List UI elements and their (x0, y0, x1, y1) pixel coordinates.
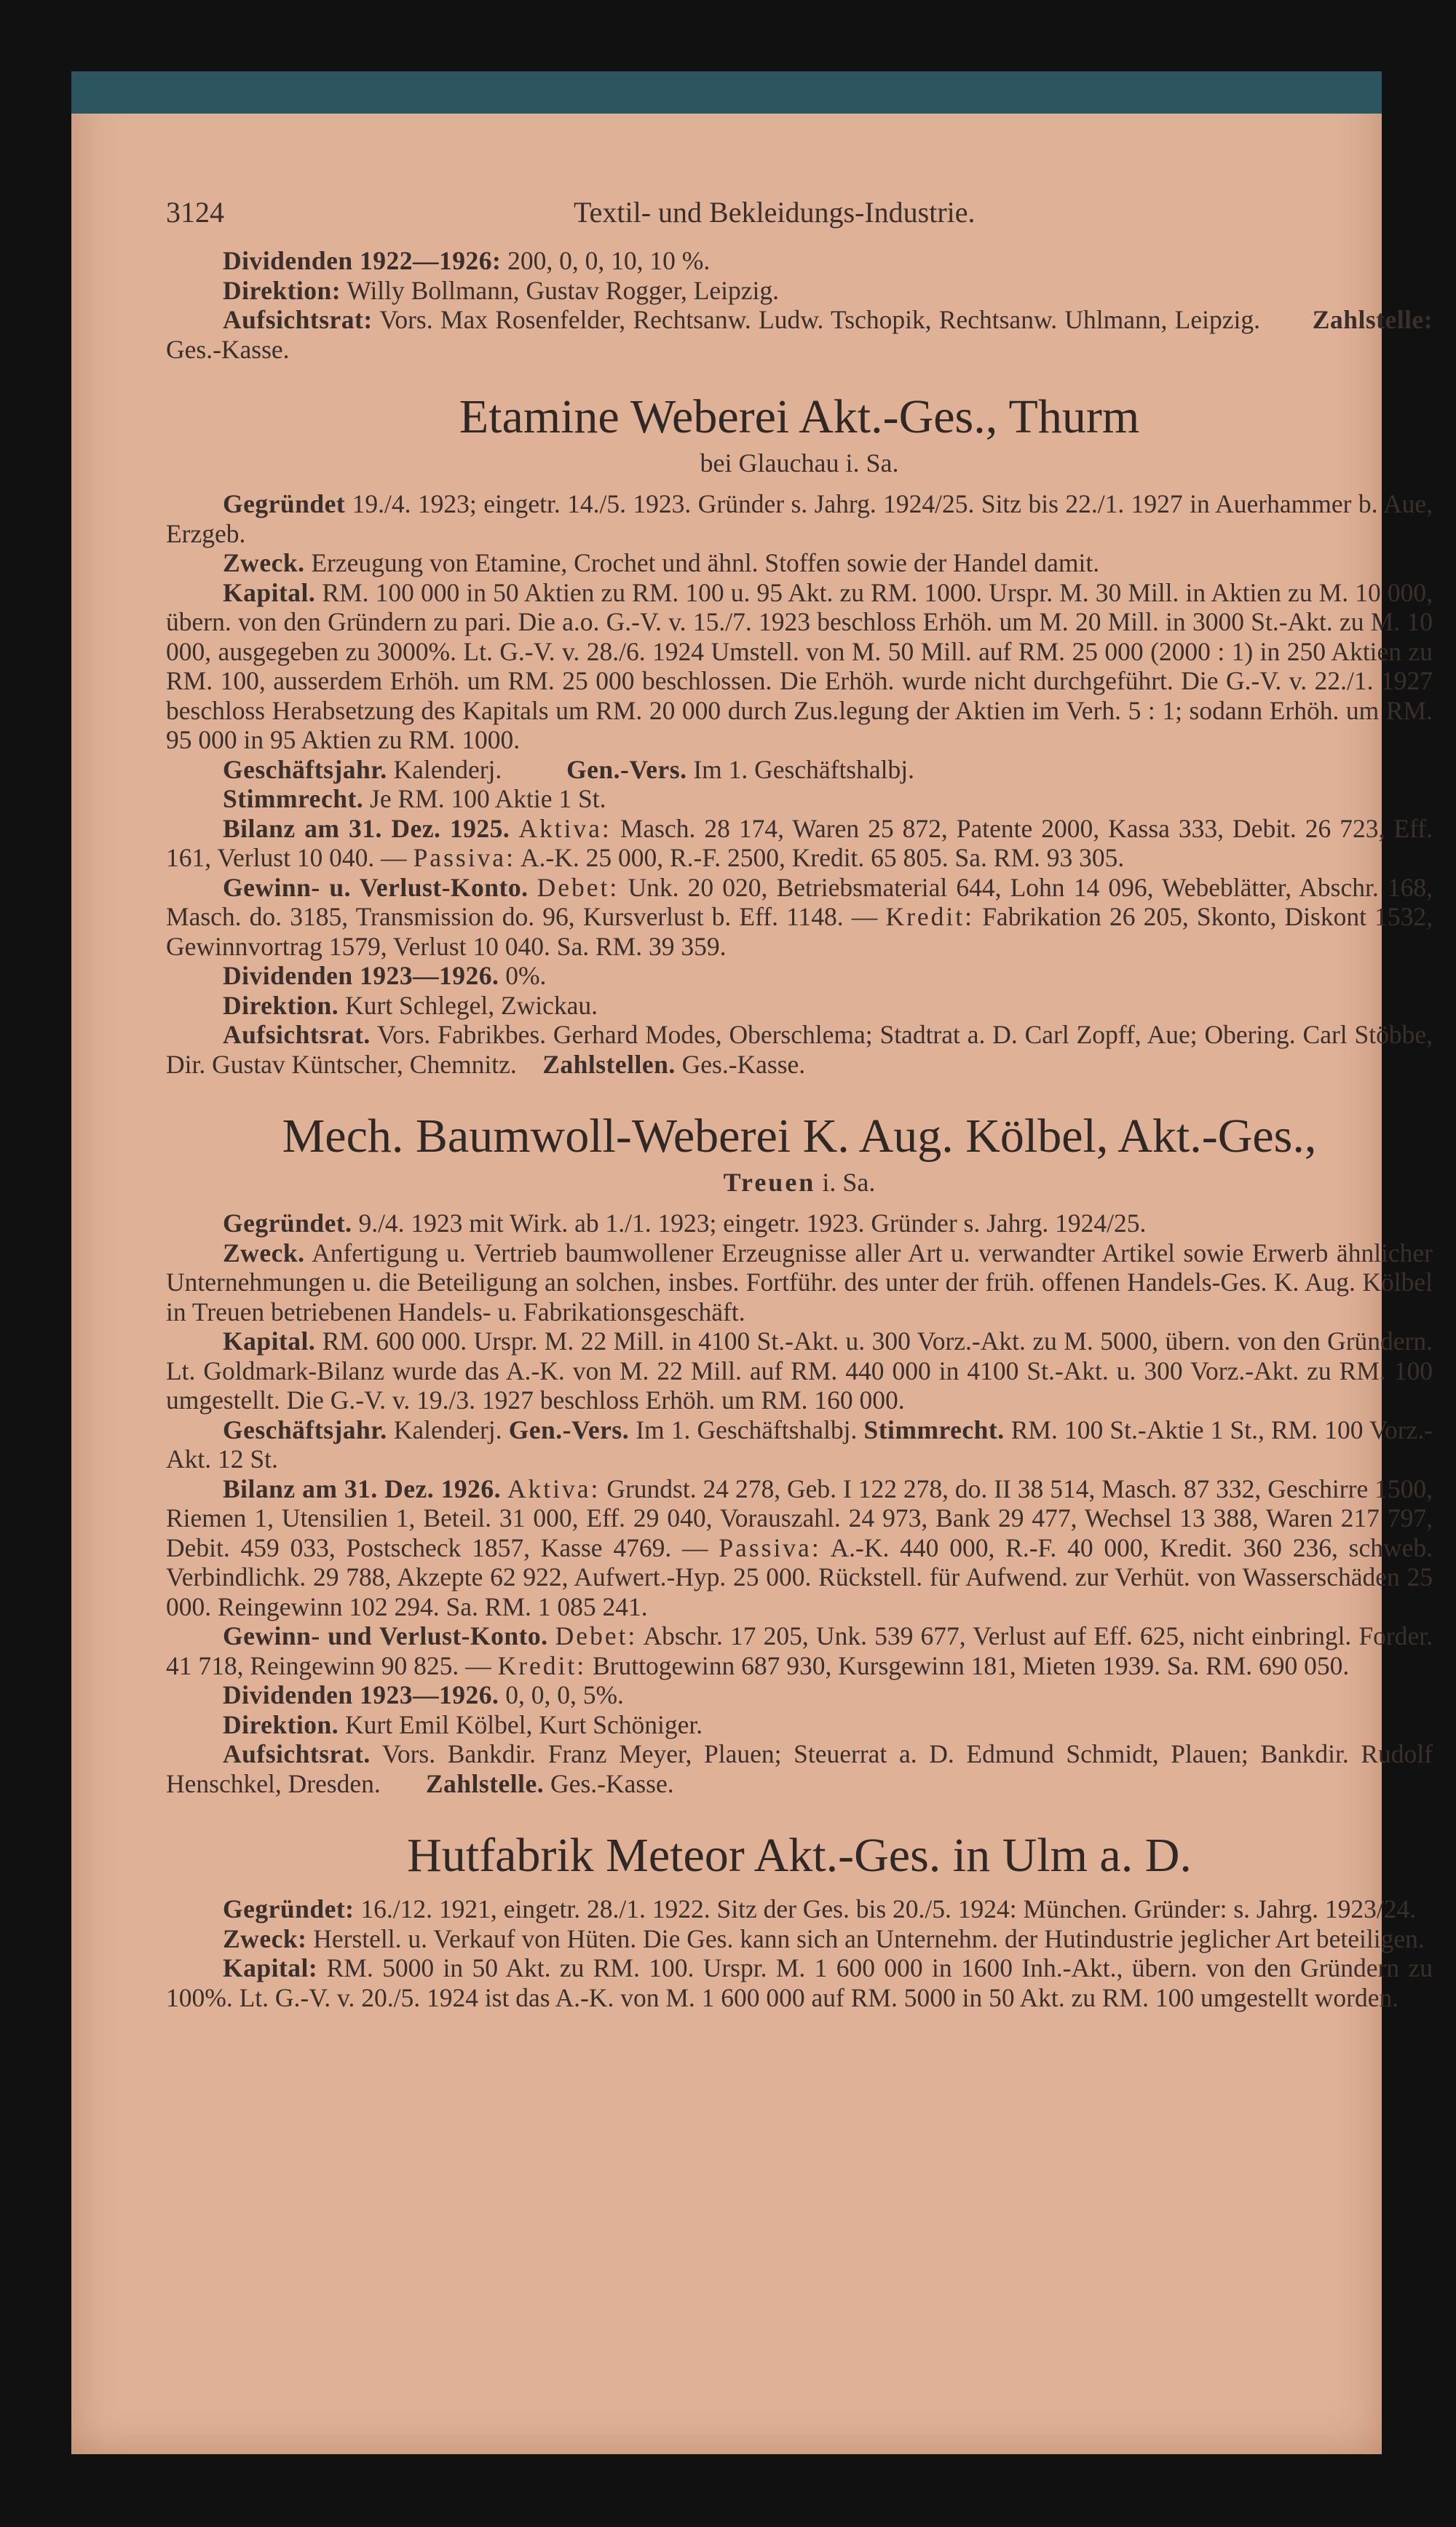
founded-paragraph: Gegründet: 16./12. 1921, eingetr. 28./1. 1922. Sitz der Ges. bis 20./5. 1924: München. Gründer: s. Jahrg. 1923/24. (223, 1894, 1417, 1923)
company-heading: Mech. Baumwoll-Weberei K. Aug. Kölbel, Akt.-Ges., (282, 1110, 1317, 1163)
fiscal-year-paragraph: Geschäftsjahr. Kalenderj. Gen.-Vers. Im 1. Geschäftshalbj. Stimmrecht. RM. 100 St.-Aktie 1 St., RM. 100 Vorz.-Akt. 12 St. (166, 1415, 1433, 1474)
page-content (166, 195, 1433, 2012)
dividends-line: Dividenden 1922—1926: 200, 0, 0, 10, 10 %. (223, 246, 711, 275)
running-title: Textil- und Bekleidungs-Industrie. (574, 196, 976, 229)
management-paragraph: Direktion. Kurt Schlegel, Zwickau. (223, 990, 598, 1020)
dividends-paragraph: Dividenden 1923—1926. 0%. (223, 961, 547, 990)
running-header (166, 195, 1433, 246)
supervisory-board-paragraph: Aufsichtsrat. Vors. Bankdir. Franz Meyer, Plauen; Steuerrat a. D. Edmund Schmidt, Plauen; Bankdir. Rudolf Henschkel, Dresden. Zahlstelle. Ges.-Kasse. (166, 1739, 1433, 1798)
profit-loss-paragraph: Gewinn- u. Verlust-Konto. Debet: Unk. 20 020, Betriebsmaterial 644, Lohn 14 096, Webeblätter, Abschr. 168, Masch. do. 3185, Transmission do. 96, Kursverlust b. Eff. 1148. — Kredit: Fabrikation 26 205, Skonto, Diskont 1532, Gewinnvortrag 1579, Verlust 10 040. Sa. RM. 39 359. (166, 872, 1433, 961)
company-location: Treuen i. Sa. (723, 1168, 876, 1197)
purpose-paragraph: Zweck: Herstell. u. Verkauf von Hüten. Die Ges. kann sich an Unternehm. der Hutindustrie jeglicher Art beteiligen. (223, 1923, 1425, 1953)
capital-paragraph: Kapital. RM. 100 000 in 50 Aktien zu RM. 100 u. 95 Akt. zu RM. 1000. Urspr. M. 30 Mill. in Aktien zu M. 10 000, übern. von den Gründern zu pari. Die a.o. G.-V. v. 15./7. 1923 beschloss Erhöh. um M. 20 Mill. in 3000 St.-Akt. zu M. 10 000, ausgegeben zu 3000%. Lt. G.-V. v. 28./6. 1924 Umstell. von M. 50 Mill. auf RM. 25 000 (2000 : 1) in 250 Aktien zu RM. 100, ausserdem Erhöh. um RM. 25 000 beschlossen. Die Erhöh. wurde nicht durchgeführt. Die G.-V. v. 22./1. 1927 beschloss Herabsetzung des Kapitals um RM. 20 000 durch Zus.legung der Aktien im Verh. 5 : 1; sodann Erhöh. um RM. 95 000 in 95 Aktien zu RM. 1000. (166, 577, 1433, 754)
company-heading: Etamine Weberei Akt.-Ges., Thurm (459, 390, 1140, 443)
purpose-paragraph: Zweck. Anfertigung u. Vertrieb baumwollener Erzeugnisse aller Art u. verwandter Artikel sowie Erwerb ähnlicher Unternehmungen u. die Beteiligung an solchen, insbes. Fortführ. des unter der früh. offenen Handels-Ges. K. Aug. Kölbel in Treuen betriebenen Handels- u. Fabrikationsgeschäft. (166, 1238, 1433, 1326)
entry-continuation (166, 246, 1433, 364)
company-entry-etamine (166, 392, 1433, 1079)
management-paragraph: Direktion. Kurt Emil Kölbel, Kurt Schöniger. (223, 1709, 703, 1739)
capital-paragraph: Kapital: RM. 5000 in 50 Akt. zu RM. 100. Urspr. M. 1 600 000 in 1600 Inh.-Akt., übern. von den Gründern zu 100%. Lt. G.-V. v. 20./5. 1924 ist das A.-K. von M. 1 600 000 auf RM. 5000 in 50 Akt. zu RM. 100 umgestellt worden. (166, 1953, 1433, 2012)
founded-paragraph: Gegründet. 9./4. 1923 mit Wirk. ab 1./1. 1923; eingetr. 1923. Gründer s. Jahrg. 1924/25. (223, 1209, 1147, 1238)
purpose-paragraph: Zweck. Erzeugung von Etamine, Crochet und ähnl. Stoffen sowie der Handel damit. (223, 548, 1100, 577)
founded-paragraph: Gegründet 19./4. 1923; eingetr. 14./5. 1923. Gründer s. Jahrg. 1924/25. Sitz bis 22./1. 1927 in Auerhammer b. Aue, Erzgeb. (166, 489, 1433, 548)
fiscal-year-paragraph: Geschäftsjahr. Kalenderj. Gen.-Vers. Im 1. Geschäftshalbj. (223, 754, 914, 784)
voting-right-paragraph: Stimmrecht. Je RM. 100 Aktie 1 St. (223, 784, 606, 813)
company-heading: Hutfabrik Meteor Akt.-Ges. in Ulm a. D. (407, 1829, 1192, 1882)
page-number: 3124 (166, 196, 224, 229)
balance-paragraph: Bilanz am 31. Dez. 1926. Aktiva: Grundst. 24 278, Geb. I 122 278, do. II 38 514, Masch. 87 332, Geschirre 1500, Riemen 1, Utensilien 1, Beteil. 31 000, Eff. 29 040, Vorauszahl. 24 973, Bank 29 477, Wechsel 13 388, Waren 217 797, Debit. 459 033, Postscheck 1857, Kasse 4769. — Passiva: A.-K. 440 000, R.-F. 40 000, Kredit. 360 236, schweb. Verbindlichk. 29 788, Akzepte 62 922, Aufwert.-Hyp. 25 000. Rückstell. für Aufwend. zur Verhüt. von Wasserschäden 25 000. Reingewinn 102 294. Sa. RM. 1 085 241. (166, 1474, 1433, 1621)
company-entry-meteor (166, 1830, 1433, 2012)
capital-paragraph: Kapital. RM. 600 000. Urspr. M. 22 Mill. in 4100 St.-Akt. u. 300 Vorz.-Akt. zu M. 5000, übern. von den Gründern. Lt. Goldmark-Bilanz wurde das A.-K. von M. 22 Mill. auf RM. 440 000 in 4100 St.-Akt. u. 300 Vorz.-Akt. zu RM. 100 umgestellt. Die G.-V. v. 19./3. 1927 beschloss Erhöh. um RM. 160 000. (166, 1326, 1433, 1415)
dividends-paragraph: Dividenden 1923—1926. 0, 0, 0, 5%. (223, 1680, 624, 1709)
supervisory-board-line: Aufsichtsrat: Vors. Max Rosenfelder, Rechtsanw. Ludw. Tschopik, Rechtsanw. Uhlmann, Leipzig. Zahlstelle: Ges.-Kasse. (166, 305, 1433, 364)
supervisory-board-paragraph: Aufsichtsrat. Vors. Fabrikbes. Gerhard Modes, Oberschlema; Stadtrat a. D. Carl Zopff, Aue; Obering. Carl Stöbbe, Dir. Gustav Küntscher, Chemnitz. Zahlstellen. Ges.-Kasse. (166, 1020, 1433, 1079)
balance-paragraph: Bilanz am 31. Dez. 1925. Aktiva: Masch. 28 174, Waren 25 872, Patente 2000, Kassa 333, Debit. 26 723, Eff. 161, Verlust 10 040. — Passiva: A.-K. 25 000, R.-F. 2500, Kredit. 65 805. Sa. RM. 93 305. (166, 813, 1433, 872)
profit-loss-paragraph: Gewinn- und Verlust-Konto. Debet: Abschr. 17 205, Unk. 539 677, Verlust auf Eff. 625, nicht einbringl. Forder. 41 718, Reingewinn 90 825. — Kredit: Bruttogewinn 687 930, Kursgewinn 181, Mieten 1939. Sa. RM. 690 050. (166, 1621, 1433, 1680)
board-line: Direktion: Willy Bollmann, Gustav Rogger, Leipzig. (223, 275, 780, 305)
scanned-page (71, 71, 1433, 2454)
company-entry-koelbel (166, 1111, 1433, 1798)
company-location: bei Glauchau i. Sa. (700, 448, 899, 478)
